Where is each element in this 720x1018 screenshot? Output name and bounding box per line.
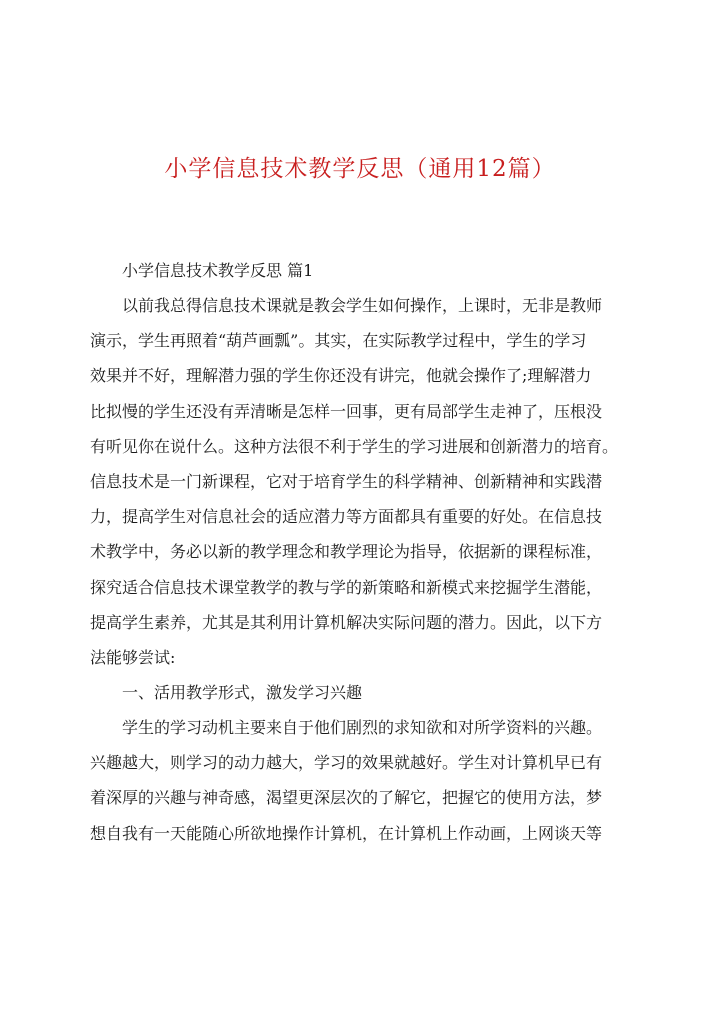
paragraph-line: 以前我总得信息技术课就是教会学生如何操作，上课时，无非是教师 <box>122 296 603 315</box>
paragraph-line: 效果并不好，理解潜力强的学生你还没有讲完，他就会操作了;理解潜力 <box>90 366 592 386</box>
paragraph-line: 提高学生素养，尤其是其利用计算机解决实际问题的潜力。因此，以下方 <box>90 612 603 632</box>
paragraph-line: 着深厚的兴趣与神奇感，渴望更深层次的了解它，把握它的使用方法，梦 <box>90 788 603 808</box>
section-heading-1: 一、活用教学形式，激发学习兴趣 <box>122 683 363 703</box>
paragraph-line: 比拟慢的学生还没有弄清晰是怎样一回事，更有局部学生走神了，压根没 <box>90 401 603 421</box>
paragraph-1 <box>90 288 635 675</box>
paragraph-line: 术教学中，务必以新的教学理念和教学理论为指导，依据新的课程标准， <box>90 542 603 562</box>
paragraph-line: 想自我有一天能随心所欲地操作计算机，在计算机上作动画，上网谈天等 <box>90 823 603 843</box>
document-body <box>90 253 635 851</box>
paragraph-line: 有听见你在说什么。这种方法很不利于学生的学习进展和创新潜力的培育。 <box>90 436 619 456</box>
paragraph-2 <box>90 710 635 851</box>
paragraph-line: 力，提高学生对信息社会的适应潜力等方面都具有重要的好处。在信息技 <box>90 507 603 527</box>
paragraph-line: 演示，学生再照着“葫芦画瓢”。其实，在实际教学过程中，学生的学习 <box>90 331 587 351</box>
paragraph-line: 学生的学习动机主要来自于他们剧烈的求知欲和对所学资料的兴趣。 <box>122 718 603 738</box>
paragraph-line: 兴趣越大，则学习的动力越大，学习的效果就越好。学生对计算机早已有 <box>90 753 603 773</box>
paragraph-line: 探究适合信息技术课堂教学的教与学的新策略和新模式来挖掘学生潜能， <box>90 577 603 597</box>
paragraph-line: 法能够尝试: <box>90 647 176 667</box>
paragraph-line: 信息技术是一门新课程，它对于培育学生的科学精神、创新精神和实践潜 <box>90 471 603 491</box>
article-subtitle: 小学信息技术教学反思 篇1 <box>122 261 314 280</box>
document-title: 小学信息技术教学反思（通用12篇） <box>164 156 556 182</box>
